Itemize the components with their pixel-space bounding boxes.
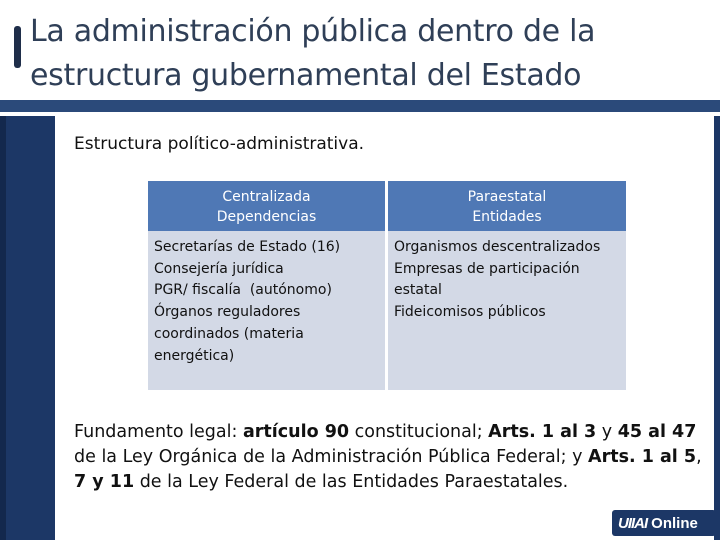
legal-text: ,: [696, 447, 702, 467]
column-body-centralizada: [148, 231, 385, 367]
title-accent-bar: [14, 26, 21, 68]
list-item: Secretarías de Estado (16): [154, 239, 341, 255]
legal-text: y: [596, 422, 618, 442]
legal-basis-paragraph: [74, 420, 704, 495]
header-divider-bar: [0, 100, 720, 112]
column-paraestatal: [388, 181, 626, 390]
column-body-paraestatal: [388, 231, 626, 324]
legal-bold-text: artículo 90: [242, 422, 350, 442]
column-heading-line1: Paraestatal: [467, 189, 547, 205]
logo-text: Online: [651, 514, 698, 532]
left-decorative-band: [0, 116, 55, 540]
column-header-centralizada: [148, 181, 385, 231]
legal-text: de la Ley Federal de las Entidades Paraestatales.: [134, 472, 569, 492]
uila-online-logo: [612, 510, 716, 536]
column-heading-line2: Dependencias: [216, 209, 317, 225]
right-decorative-band: [714, 116, 720, 540]
list-item: Empresas de participación estatal: [394, 260, 585, 299]
slide-title: La administración pública dentro de la estructura gubernamental del Estado: [30, 14, 596, 93]
list-item: Órganos reguladores coordinados (materia energética): [154, 304, 309, 364]
list-item: PGR/ fiscalía (autónomo): [154, 282, 332, 299]
legal-bold-text: Arts. 1 al 3: [488, 422, 597, 442]
logo-mark: UIIAI: [618, 514, 648, 532]
slide-subtitle: Estructura político-administrativa.: [74, 134, 365, 154]
legal-bold-text: 45 al 47: [617, 422, 697, 442]
column-heading-line2: Entidades: [472, 209, 542, 225]
legal-text: constitucional;: [349, 422, 489, 442]
legal-text: de la Ley Orgánica de la Administración Pública Federal; y: [74, 447, 589, 467]
legal-bold-text: 7 y 11: [74, 472, 135, 492]
structure-table: [148, 181, 626, 390]
column-heading-line1: Centralizada: [222, 189, 311, 205]
list-item: Consejería jurídica: [154, 260, 284, 277]
list-item: Fideicomisos públicos: [394, 304, 546, 321]
column-header-paraestatal: [388, 181, 626, 231]
list-item: Organismos descentralizados: [394, 239, 601, 255]
legal-text: Fundamento legal:: [74, 422, 243, 442]
column-centralizada: [148, 181, 387, 390]
legal-bold-text: Arts. 1 al 5: [588, 447, 697, 467]
